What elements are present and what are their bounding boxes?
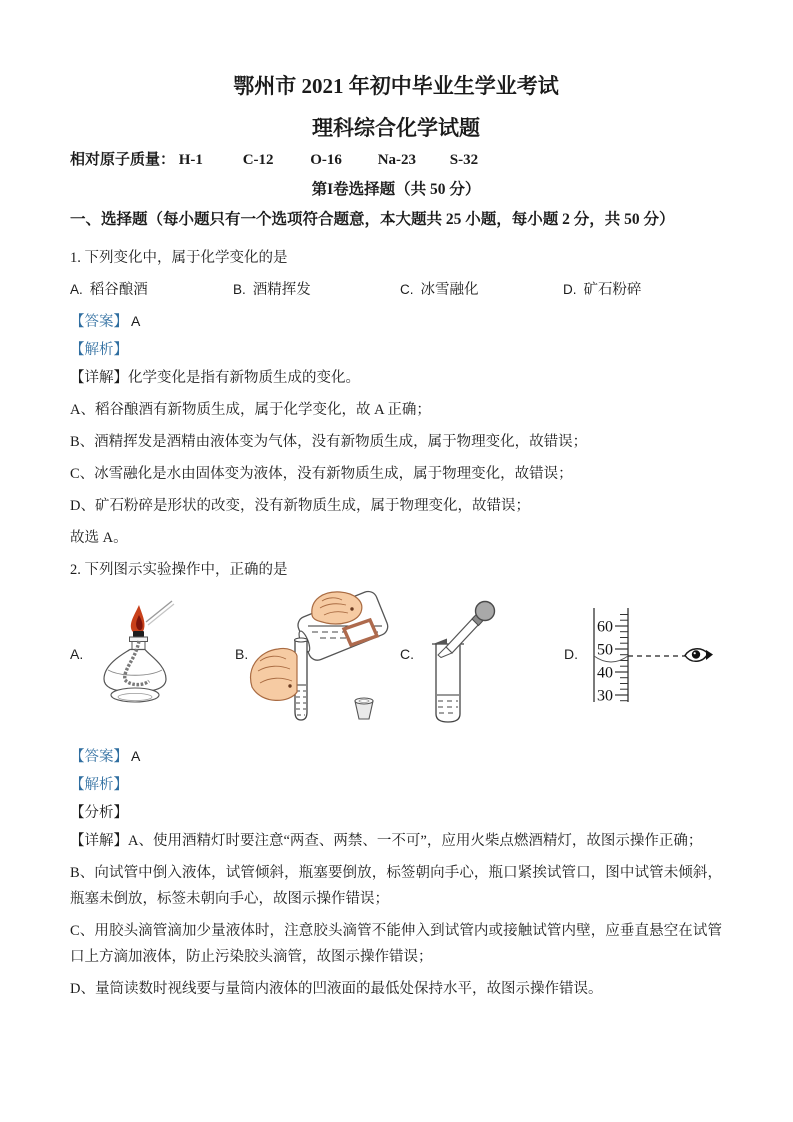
q1-option-a (70, 277, 233, 303)
dropper-figure (422, 595, 502, 727)
analysis-tag: 【解析】 (70, 777, 128, 793)
alcohol-lamp-figure (92, 597, 176, 711)
q1-detail-4: D、矿石粉碎是形状的改变，没有新物质生成，属于物理变化，故错误； (70, 498, 530, 514)
q2-answer-letter: A (131, 748, 141, 764)
q2-answer-line (70, 743, 722, 770)
q1-option-b (233, 277, 400, 303)
q1-options (70, 277, 722, 303)
scale-60: 60 (597, 618, 613, 636)
test-tube-rim (295, 638, 308, 642)
analysis-tag: 【解析】 (70, 342, 128, 358)
holding-hand-dot (288, 684, 291, 687)
atomic-mass-o: O-16 (310, 152, 342, 168)
q1-option-d-label: D. (563, 282, 577, 297)
section-intro: 一、选择题（每小题只有一个选项符合题意，本大题共 25 小题，每小题 2 分，共 50 分） (70, 211, 675, 228)
q1-option-d-text: 矿石粉碎 (583, 282, 642, 298)
question-1 (70, 245, 722, 551)
q1-detail-2: B、酒精挥发是酒精由液体变为气体，没有新物质生成，属于物理变化，故错误； (70, 434, 588, 450)
q1-detail-0: 【详解】化学变化是指有新物质生成的变化。 (70, 370, 360, 386)
dropper-bulb (476, 602, 495, 621)
figure-a-label: A. (70, 646, 84, 662)
lamp-body (104, 650, 166, 693)
q2-figures (70, 589, 722, 735)
upper-hand (312, 592, 362, 624)
q1-option-c-text: 冰雪融化 (420, 282, 479, 298)
lamp-flange (130, 637, 148, 642)
match-stick-edge (148, 604, 174, 625)
q1-option-b-text: 酒精挥发 (252, 282, 311, 298)
eye-icon (685, 649, 713, 661)
exam-subtitle: 理科综合化学试题 (312, 116, 480, 140)
lamp-base (111, 688, 159, 702)
glass-stopper-top (355, 698, 373, 704)
exam-title: 鄂州市 2021 年初中毕业生学业考试 (233, 74, 559, 98)
question-2 (70, 557, 722, 1002)
atomic-mass-s: S-32 (449, 152, 479, 168)
q1-option-a-text: 稻谷酿酒 (89, 282, 148, 298)
q2-detail-1: B、向试管中倒入液体，试管倾斜，瓶塞要倒放，标签朝向手心，瓶口紧挨试管口，图中试管未倾斜，瓶塞未倒放，标签未朝向手心，故图示操作错误； (70, 865, 722, 907)
q1-option-d (563, 277, 722, 303)
q2-stem: 2. 下列图示实验操作中，正确的是 (70, 562, 288, 578)
q1-option-b-label: B. (233, 282, 246, 297)
atomic-mass-label: 相对原子质量： (70, 152, 176, 168)
answer-tag: 【答案】 (70, 314, 128, 330)
q1-answer-letter: A (131, 313, 141, 329)
scale-50: 50 (597, 641, 613, 659)
q2-fenxi-line: 【分析】 (70, 805, 128, 821)
q1-option-c (400, 277, 563, 303)
figure-d-label: D. (564, 646, 578, 662)
match-stick (146, 601, 172, 622)
q2-analysis-line (70, 772, 722, 798)
atomic-mass-c: C-12 (242, 152, 274, 168)
answer-tag: 【答案】 (70, 749, 128, 765)
q1-detail-1: A、稻谷酿酒有新物质生成，属于化学变化，故 A 正确； (70, 402, 431, 418)
upper-hand-dot (350, 607, 353, 610)
atomic-mass-line (70, 148, 722, 172)
q1-answer-line (70, 308, 722, 335)
q1-detail-3: C、冰雪融化是水由固体变为液体，没有新物质生成，属于物理变化，故错误； (70, 466, 573, 482)
pouring-liquid-figure (248, 589, 390, 723)
q1-option-c-label: C. (400, 282, 414, 297)
q1-option-a-label: A. (70, 282, 83, 297)
q1-analysis-line (70, 337, 722, 363)
figure-c-label: C. (400, 646, 414, 662)
scale-40: 40 (597, 664, 613, 682)
q2-detail-0: 【详解】A、使用酒精灯时要注意“两查、两禁、一不可”，应用火柴点燃酒精灯，故图示操作正确； (70, 833, 703, 849)
q2-detail-2: C、用胶头滴管滴加少量液体时，注意胶头滴管不能伸入到试管内或接触试管内壁，应垂直悬空在试管口上方滴加液体，防止污染胶头滴管，故图示操作错误； (70, 923, 722, 965)
graduated-cylinder-figure (582, 607, 716, 703)
q1-stem: 1. 下列变化中，属于化学变化的是 (70, 250, 288, 266)
atomic-mass-na: Na-23 (377, 152, 417, 168)
rim-lip-shadow (433, 639, 447, 645)
minor-ticks (620, 615, 628, 701)
q2-detail-3: D、量筒读数时视线要与量筒内液体的凹液面的最低处保持水平，故图示操作错误。 (70, 981, 603, 997)
scale-30: 30 (597, 687, 613, 703)
atomic-mass-h: H-1 (178, 152, 203, 168)
figure-b-label: B. (235, 646, 249, 662)
section-title: 第I卷选择题（共 50 分） (311, 181, 481, 198)
q1-conclusion: 故选 A。 (70, 530, 128, 546)
lamp-cap (133, 631, 144, 637)
